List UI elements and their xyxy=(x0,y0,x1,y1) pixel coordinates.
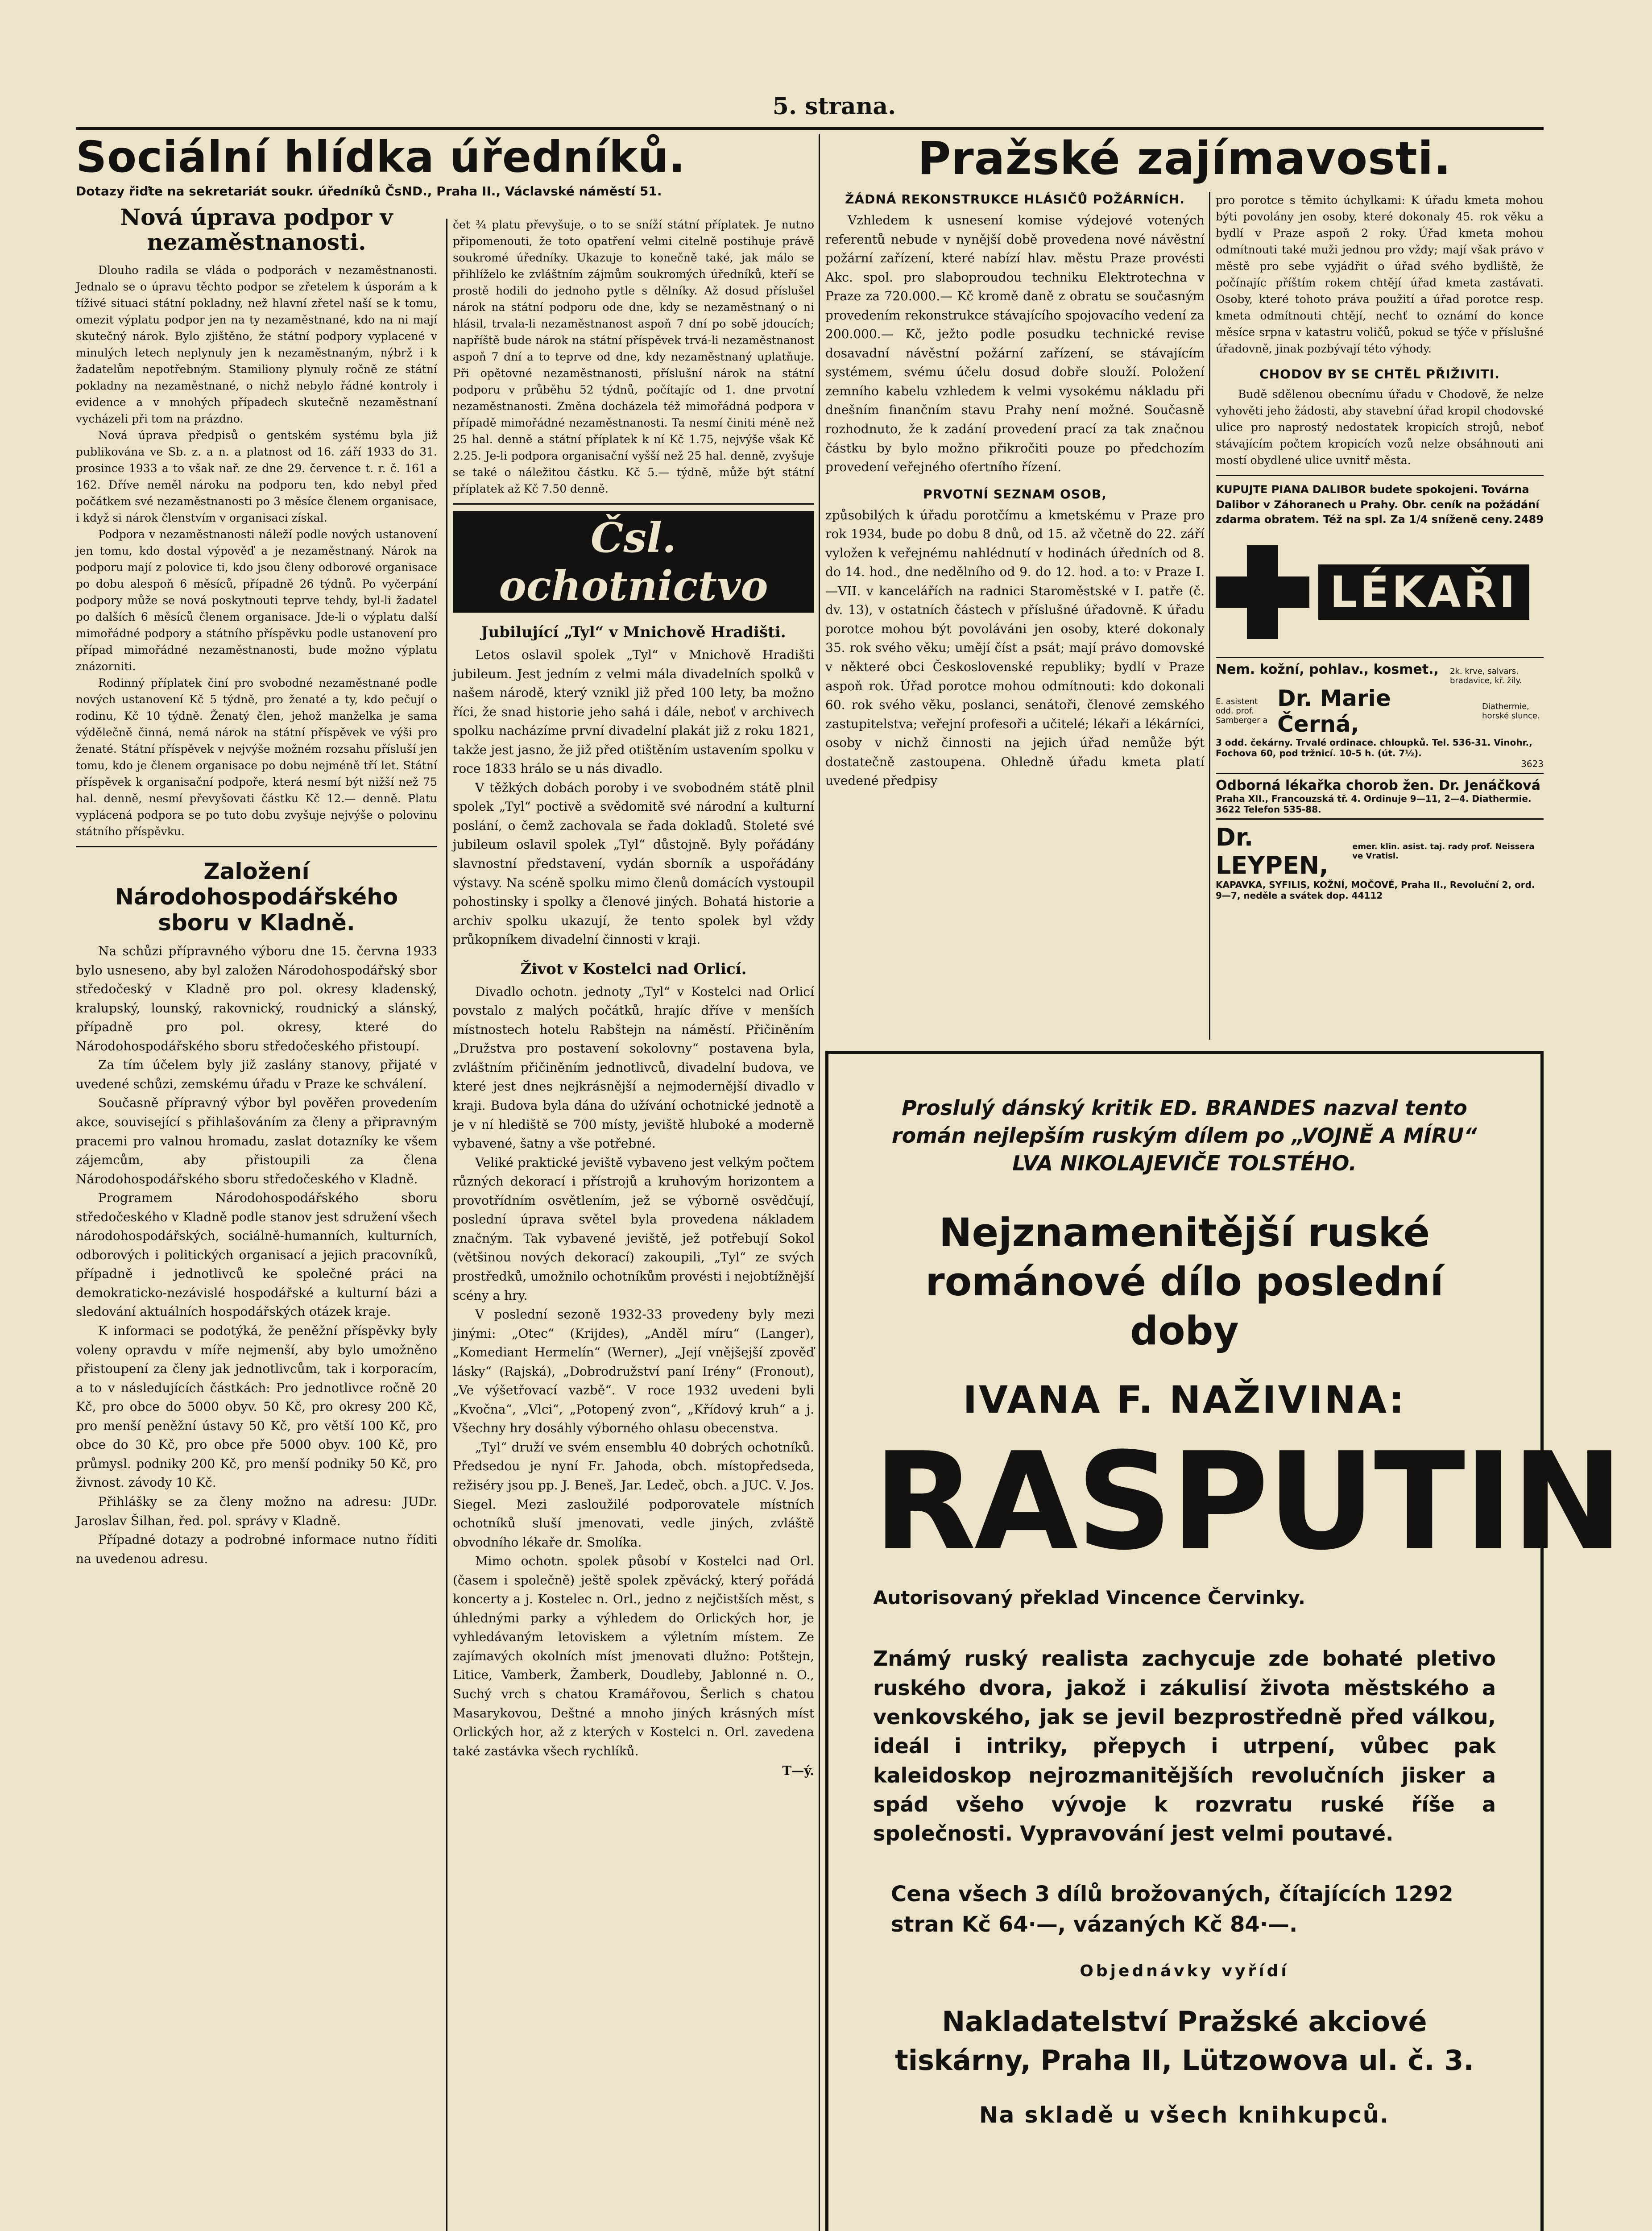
ad-dr-leypen xyxy=(1216,820,1544,904)
right-col-b xyxy=(1216,192,1544,1044)
column-rule xyxy=(1209,192,1210,1040)
right-col-a xyxy=(825,192,1205,1040)
section-masthead-prague: Pražské zajímavosti. xyxy=(917,132,1452,185)
article-paragraph: K informaci se podotýká, že peněžní příspěvky byly voleny opravdu v míře nejmenší, aby bylo umožněno přistoupení za členy jak jednotlivcům, tak i korporacím, a to v následujících částkách: Pro jednotlivce ročně 20 Kč, pro obce do 5000 obyv. 50 Kč, pro okresy 200 Kč, pro menší peněžní ústavy 50 Kč, pro větší 100 Kč, pro obce do 30 Kč, pro obce pře 5000 obyv. 100 Kč, pro průmysl. podniky 200 Kč, pro menší podniky 50 Kč, pro živnost. závody 10 Kč. xyxy=(76,1323,437,1490)
article-title-kostelec: Život v Kostelci nad Orlicí. xyxy=(520,960,747,978)
right-masthead-area xyxy=(825,134,1544,192)
top-rule xyxy=(76,127,1544,130)
article-title-chodov: CHODOV BY SE CHTĚL PŘIŽIVITI. xyxy=(1259,367,1500,382)
leypen-address: KAPAVKA, SYFILIS, KOŽNÍ, MOČOVÉ, Praha II., Revoluční 2, ord. 9—7, neděle a svátek dop. 44112 xyxy=(1216,879,1535,901)
article-paragraph: Současně přípravný výbor byl pověřen provedením akce, související s přihlašováním za členy a připravným pracemi pro valnou hromadu, zaslat dotazníky ke všem zájemcům, aby přistoupili za člena Národohospodářského sboru středočeského v Kladně. xyxy=(76,1095,437,1186)
article-title-fire: ŽÁDNÁ REKONSTRUKCE HLÁSIČŮ POŽÁRNÍCH. xyxy=(845,192,1185,207)
cerna-number: 3623 xyxy=(1521,758,1544,769)
book-ad-price: Cena všech 3 dílů brožovaných, čítajících 1292 stran Kč 64·—, vázaných Kč 84·—. xyxy=(891,1882,1453,1937)
article-paragraph: Budě sdělenou obecnímu úřadu v Chodově, že nelze vyhověti jeho žádosti, aby stavební úřad kropil chodovské ulice pro naprostý nedostatek kropicích strojů, neboť stávajícím počtem kropicích vozů nelze obsáhnouti ani mostí obydlené ulice uvnitř města. xyxy=(1216,388,1544,467)
ad-divider xyxy=(1216,475,1544,476)
ad-lekari-banner xyxy=(1216,527,1544,657)
ad-piano-number: 2489 xyxy=(1514,513,1544,526)
ad-piano xyxy=(1216,482,1544,527)
jenackova-address: Praha XII., Francouzská tř. 4. Ordinuje 9—11, 2—4. Diathermie. 3622 Telefon 535-88. xyxy=(1216,793,1532,815)
article-continuation: čet ¾ platu převyšuje, o to se sníží státní příplatek. Je nutno připomenouti, že toto opatření velmi citelně postihuje právě soukromé úředníky. Ukazuje to konečně také, jak málo se přihlíželo ke zvláštním zájmům soukromých úředníků, kteří se prostě hodili do jednoho pytle s dělníky. Až dosud příslušel nárok na státní podporu ode dne, kdy se nezaměstnaný o ni hlásil, trvala-li nezaměstnanost aspoň 7 dní po sobě jdoucích; napříště bude nárok na státní příspěvek trvá-li nezaměstnanost aspoň 7 dní a to teprve od dne, kdy nezaměstnaný uplatňuje. Při opětovné nezaměstnanosti, příslušní nárok na státní podporu v průběhu 52 týdnů, počítajíc od 1. dne prvotní nezaměstnanosti. Změna docházela též mimořádná podpora v případě mimořádné nezaměstnanosti. Ta nesmí činiti méně než 25 hal. denně a státní příplatek k ní Kč 1.75, nejvýše však Kč 2.25. Je-li podpora organisační vyšší než 25 hal. denně, zvyšuje se také o náležitou částku. Kč 5.— týdně, může být státní příplatek až Kč 7.50 denně. xyxy=(453,218,814,495)
article-paragraph: Letos oslavil spolek „Tyl“ v Mnichově Hradišti jubileum. Jest jedním z velmi mála divadelních spolků v našem národě, který vznikl již před 100 lety, ba možno říci, že snad historie jeho sahá i dále, neboť v archivech spolku nacházíme první divadelní plakát již z roku 1821, takže jest jasno, že již před otištěním ustavením spolku v roce 1833 hrálo se u nás divadlo. xyxy=(453,647,814,776)
lekari-heading: LÉKAŘI xyxy=(1318,564,1529,620)
book-ad-translation: Autorisovaný překlad Vincence Červinky. xyxy=(873,1587,1305,1609)
article-divider xyxy=(76,846,437,847)
book-ad-order: Objednávky vyřídí xyxy=(1080,1961,1289,1980)
article-paragraph: Podpora v nezaměstnanosti náleží podle nových ustanovení jen tomu, kdo dostal výpověď a je nezaměstnaný. Nárok na podporu mají z polovice ti, kdo jsou členy odborové organisace po dobu alespoň 6 měsíců, případně 26 týdnů. Po vyčerpání podpory může se nová poskytnouti teprve tehdy, byl-li žadatel po dalších 6 měsíců členem organisace. Jde-li o výplatu další mimořádné podpory a státního příspěvku podle ustanovení pro případ mimořádné nezaměstnanosti, bude možno výplatu znázorniti. xyxy=(76,527,437,673)
middle-column xyxy=(453,216,814,2231)
article-paragraph: Na schůzi přípravného výboru dne 15. června 1933 bylo usneseno, aby byl založen Národohospodářský sbor středočeský v Kladně pro pol. okresy kladenský, kralupský, lounský, rakovnický, roudnický a slánský, případně pro pol. okresy, které do Národohospodářského sboru středočeského přistoupí. xyxy=(76,944,437,1053)
jenackova-title: Odborná lékařka chorob žen. Dr. Jenáčková xyxy=(1216,777,1540,793)
article-title-jurors: PRVOTNÍ SEZNAM OSOB, xyxy=(923,486,1107,502)
article-paragraph: Rodinný příplatek činí pro svobodné nezaměstnané podle nových ustanovení Kč 5 týdně, pro ženaté a ty, kdo pečují o rodinu, Kč 10 týdně. Ženatý člen, jehož manželka je sama výdělečně činná, nemá nárok na státní příspěvek ve výši pro ženaté. Státní příspěvek v nejvýše možném rozsahu přísluší jen tomu, kdo je členem organisace po dobu nejméně tří let. Státní příspěvek k organisační podpoře, která nesmí být nižší než 75 hal. denně, nesmí převyšovati částku Kč 12.— denně. Platu vyplácená podpora se po tuto dobu zvyšuje nejvýše o polovinu státního příspěvku. xyxy=(76,676,437,838)
article-continuation: pro porotce s těmito úchylkami: K úřadu kmeta mohou býti povolány jen osoby, které dokonaly 45. rok věku a bydlí v Praze aspoň 2 roky. Úřad kmeta mohou odmítnouti také muži jednou pro vždy; mají však právo v městě pro sebe vyjádřit o úřad svého bydliště, že počínajíc příštím rokem chtějí úřad kmeta zastávati. Osoby, které tohoto práva použití a úřad porotce resp. kmeta odmítnouti chtějí, nechť to oznámí do konce měsíce srpna v katastru voličů, pokud se týče v příslušné úřadovně, jinak pozbývají této výhody. xyxy=(1216,194,1544,355)
section-masthead-social: Sociální hlídka úředníků. xyxy=(76,132,686,182)
book-ad-description: Známý ruský realista zachycuje zde bohaté pletivo ruského dvora, jakož i zákulisí života městského a venkovského, jak se jevil bezprostředně před válkou, ideál i intriky, přepych i utrpení, vůbec pak kaleidoskop nejrozmanitějších revolučních jisker a spád všeho vývoje k rozvratu ruské říše a společnosti. Vypravování jest velmi poutavé. xyxy=(873,1646,1496,1846)
book-ad-headline: Nejznamenitější ruské románové dílo poslední doby xyxy=(925,1210,1444,1354)
book-ad-stock: Na skladě u všech knihkupců. xyxy=(979,2102,1390,2128)
article-paragraph: Divadlo ochotn. jednoty „Tyl“ v Kostelci nad Orlicí povstalo z malých počátků, hrajíc dříve v menších místnostech hotelu Rabštejn na náměstí. Přičiněním „Družstva pro postavení sokolovny“ postavena byla, zvláštním přičiněním jednotlivců, divadelní budova, ve které jest dnes nejkrásnější a nejmodernější divadlo v kraji. Budova byla dána do užívání ochotnické jednotě a je v ní hlediště se 700 místy, jeviště hluboké a moderně vybavené, šatny a vše potřebné. xyxy=(453,984,814,1151)
article-paragraph: Vzhledem k usnesení komise výdejové votených referentů nebude v nynější době provedena nové návěstní požární zařízení, které nabízí hlav. městu Praze provésti Akc. spol. pro slaboproudou techniku Elektrotechna v Praze za 720.000.— Kč kromě daně z obratu se současným provedením rekonstrukce stávajícího spojovacího vedení za 200.000.— Kč, ježto podle posudku technické revise dosavadní návěstní požární zařízení, se stávajícím systémem, svému účelu dosud dobře slouží. Položení zemního kabelu vzhledem k velmi vysokému nákladu při dnešním finančním stavu Prahy není možné. Současně rozhodnuto, že k zadání provedení prací za tak značnou částku by bylo možno přikročiti pouze po předchozím provedení veřejného ofertního řízení. xyxy=(825,213,1205,475)
book-ad-title: RASPUTIN xyxy=(873,1424,1622,1580)
cerna-name: Dr. Marie Černá, xyxy=(1277,685,1391,737)
section-masthead-theatre: Čsl. ochotnictvo xyxy=(453,511,814,613)
article-paragraph: Za tím účelem byly již zaslány stanovy, přijaté v uvedené schůzi, zemskému úřadu v Praze ke schválení. xyxy=(76,1057,437,1091)
cerna-specialties-extra: 2k. krve, salvars. bradavice, kř. žíly. xyxy=(1450,666,1522,685)
article-paragraph: Mimo ochotn. spolek působí v Kostelci nad Orl. (časem i společně) ještě spolek zpěvácký, který pořádá koncerty a j. Kostelec n. Orl., jedno z nejčistších měst, s úhlednými parky a výhledem do Orlických hor, je vyhledávaným letoviskem a výletním místem. Ze zajímavých okolních míst jmenovati dlužno: Potštejn, Litice, Vamberk, Žamberk, Doudleby, Jablonné n. O., Suchý vrch s chatou Kramářovou, Šerlich s chatou Masarykovou, Deštné a mnoho jiných krásných míst Orlických hor, až z kterých v Kostelci n. Orl. zavedena také zastávka všech rychlíků. xyxy=(453,1554,814,1758)
article-title-kladno: Založení Národohospodářského sboru v Kladně. xyxy=(115,858,398,936)
article-paragraph: Programem Národohospodářského sboru středočeského v Kladně podle stanov jest sdružení všech národohospodářských, sociálně-humanních, kulturních, odborových i politických organisací a jejich pracovníků, případně i jednotlivců ke společné práci na demokraticko-nezávislé hospodářské a kulturní bázi a sledování aktuálních hospodářských otázek kraje. xyxy=(76,1190,437,1319)
article-paragraph: způsobilých k úřadu porotčímu a kmetskému v Praze pro rok 1934, bude po dobu 8 dnů, od 15. až včetně do 22. září vyložen k veřejnému nahlédnutí v hodinách úředních od 8. do 14. hod., dne nedělního od 9. do 12. hod. a to: v Praze I.—VII. v kancelářích na radnici Staroměstské v I. patře (č. dv. 13), v ostatních částech v příslušné úřadovně. K úřadu porotce mohou být povoláváni jen osoby, které dokonaly 35. rok svého věku; umějí číst a psát; mají právo domovské v některé obci Československé republiky; bydlí v Praze aspoň rok. Úřad porotce mohou odmítnouti: kdo dokonali 60. rok svého věku, poslanci, senátoři, členové zemského zastupitelstva; veřejní profesoři a učitelé; lékaři a lékárníci, osoby v nichž činnosti na jejich úřad nemůže být dostatečně zastoupena. Ohledně úřadu kmeta platí uvedené předpisy xyxy=(825,507,1205,788)
leypen-name: Dr. LEYPEN, xyxy=(1216,823,1329,879)
leypen-detail: emer. klin. asist. taj. rady prof. Neissera ve Vratisl. xyxy=(1352,842,1535,861)
article-paragraph: Případné dotazy a podrobné informace nutno říditi na uvedenou adresu. xyxy=(76,1532,437,1566)
ad-piano-text: KUPUJTE PIANA DALIBOR budete spokojeni. Továrna Dalibor v Záhoranech u Prahy. Obr. ceník na požádání zdarma obratem. Též na spl. Za 1/4 sníženě ceny. xyxy=(1216,483,1540,526)
cerna-specialties: Nem. kožní, pohlav., kosmet., xyxy=(1216,661,1439,677)
book-advertisement xyxy=(825,1051,1622,2231)
column-rule xyxy=(446,219,447,2231)
section-subhead-social: Dotazy řiďte na sekretariát soukr. úředníků ČsND., Praha II., Václavské náměstí 51. xyxy=(76,183,662,199)
book-ad-publisher: Nakladatelství Pražské akciové tiskárny, Praha II, Lützowova ul. č. 3. xyxy=(895,2005,1474,2077)
article-divider xyxy=(453,503,814,505)
article-signature: T—ý. xyxy=(782,1763,814,1779)
article-title-tyl: Jubilující „Tyl“ v Mnichově Hradišti. xyxy=(481,623,786,641)
cerna-prefix: E. asistent odd. prof. Samberger a xyxy=(1216,697,1268,726)
medical-cross-icon xyxy=(1216,545,1309,639)
page-number: 5. strana. xyxy=(772,93,896,120)
article-paragraph: Přihlášky se za členy možno na adresu: JUDr. Jaroslav Šilhan, řed. pol. správy v Kladně. xyxy=(76,1494,437,1528)
ad-dr-jenackova xyxy=(1216,774,1544,820)
cerna-suffix: Diathermie, horské slunce. xyxy=(1482,701,1540,721)
article-paragraph: V poslední sezoně 1932-33 provedeny byly mezi jinými: „Otec“ (Krijdes), „Anděl míru“ (Langer), „Komediant Hermelín“ (Werner), „Její vnějšejší zpověď lásky“ (Rajská), „Dobrodružství paní Irény“ (Fronout), „Ve výšetřovací vazbě“. V roce 1932 uvedeni byli „Kvočna“, „Vlci“, „Potopený zvon“, „Křídový kruh“ a j. Všechny hry dosáhly výborného ohlasu obecenstva. xyxy=(453,1307,814,1436)
article-paragraph: Nová úprava předpisů o gentském systému byla již publikována ve Sb. z. a n. a platnost od 16. září 1933 do 31. prosince 1933 a to však nař. ze dne 29. července t. r. č. 161 a 162. Dříve neměl nároku na podporu ten, kdo nebyl před počátkem své nezaměstnanosti po 3 měsíce členem organisace, i když si nárok členstvím v organisaci získal. xyxy=(76,428,437,524)
article-paragraph: Veliké praktické jeviště vybaveno jest velkým počtem různých dekorací i přístrojů a kruhovým horizontem a provotřídním osvětlením, jež se výborně osvědčují, poslední úprava světel byla provedena nákladem značným. Tak vybavené jeviště, jež potřebují Sokol (většinou nových dekorací) zakoupili, „Tyl“ ze svých prostředků, umožnilo ochotníkům provésti i nejobtížnější scény a hry. xyxy=(453,1155,815,1303)
article-title-unemployment: Nová úprava podpor v nezaměstnanosti. xyxy=(120,203,393,255)
article-paragraph: „Tyl“ druží ve svém ensemblu 40 dobrých ochotníků. Předsedou je nyní Fr. Jahoda, obch. místopředseda, režiséry jsou pp. J. Beneš, Jar. Ledeč, obch. a JUC. V. Jos. Siegel. Mezi zasloužilé podporovatele místních ochotníků sluší jmenovati, vedle jiných, zvláště obvodního lékaře dr. Smolíka. xyxy=(453,1439,814,1550)
book-ad-intro: Proslulý dánský kritik ED. BRANDES nazval tento román nejlepším ruským dílem po „VOJNĚ A MÍRU“ LVA NIKOLAJEVIČE TOLSTÉHO. xyxy=(891,1096,1478,1176)
cerna-address: 3 odd. čekárny. Trvalé ordinace. chloupků. Tel. 536-31. Vinohr., Fochova 60, pod tržnicí. 10-5 h. (út. 7½). xyxy=(1216,737,1532,759)
article-paragraph: Dlouho radila se vláda o podporách v nezaměstnanosti. Jednalo se o úpravu těchto podpor se zřetelem k úsporám a k tíživé situaci státní pokladny, než hlavní zřetel naší se k tomu, omezit výplatu podpor jen na ty nezaměstnané, kdo na ni mají skutečný nárok. Bylo zjištěno, že státní podpory vyplacené v minulých letech neplynuly jen k nezaměstnaným, nýbrž i k žadatelům nepotřebným. Stamiliony plynuly ročně ze státní pokladny na nezaměstnané, o nichž nebylo řádné kontroly i evidence a v mnohých případech skutečně nezaměstnaní vycházeli při tom na prázdno. xyxy=(76,263,437,425)
ad-dr-cerna xyxy=(1216,657,1544,774)
column-rule xyxy=(819,134,820,2231)
book-ad-author: IVANA F. NAŽIVINA: xyxy=(963,1378,1406,1422)
article-paragraph: V těžkých dobách poroby i ve svobodném státě plnil spolek „Tyl“ poctivě a svědomitě své národní a kulturní poslání, o čemž zachovala se řada dokladů. Stoleté své jubileum oslavil spolek „Tyl“ důstojně. Byly pořádány slavnostní představení, vydán sborník a uspořádány výstavy. Na scéně spolku mimo členů domácích vystoupil pohostinsky i spolky a členové jiných. Bohatá historie a archiv spolku ukazují, že tento spolek byl vždy průkopníkem divadelní činnosti v kraji. xyxy=(453,780,814,947)
